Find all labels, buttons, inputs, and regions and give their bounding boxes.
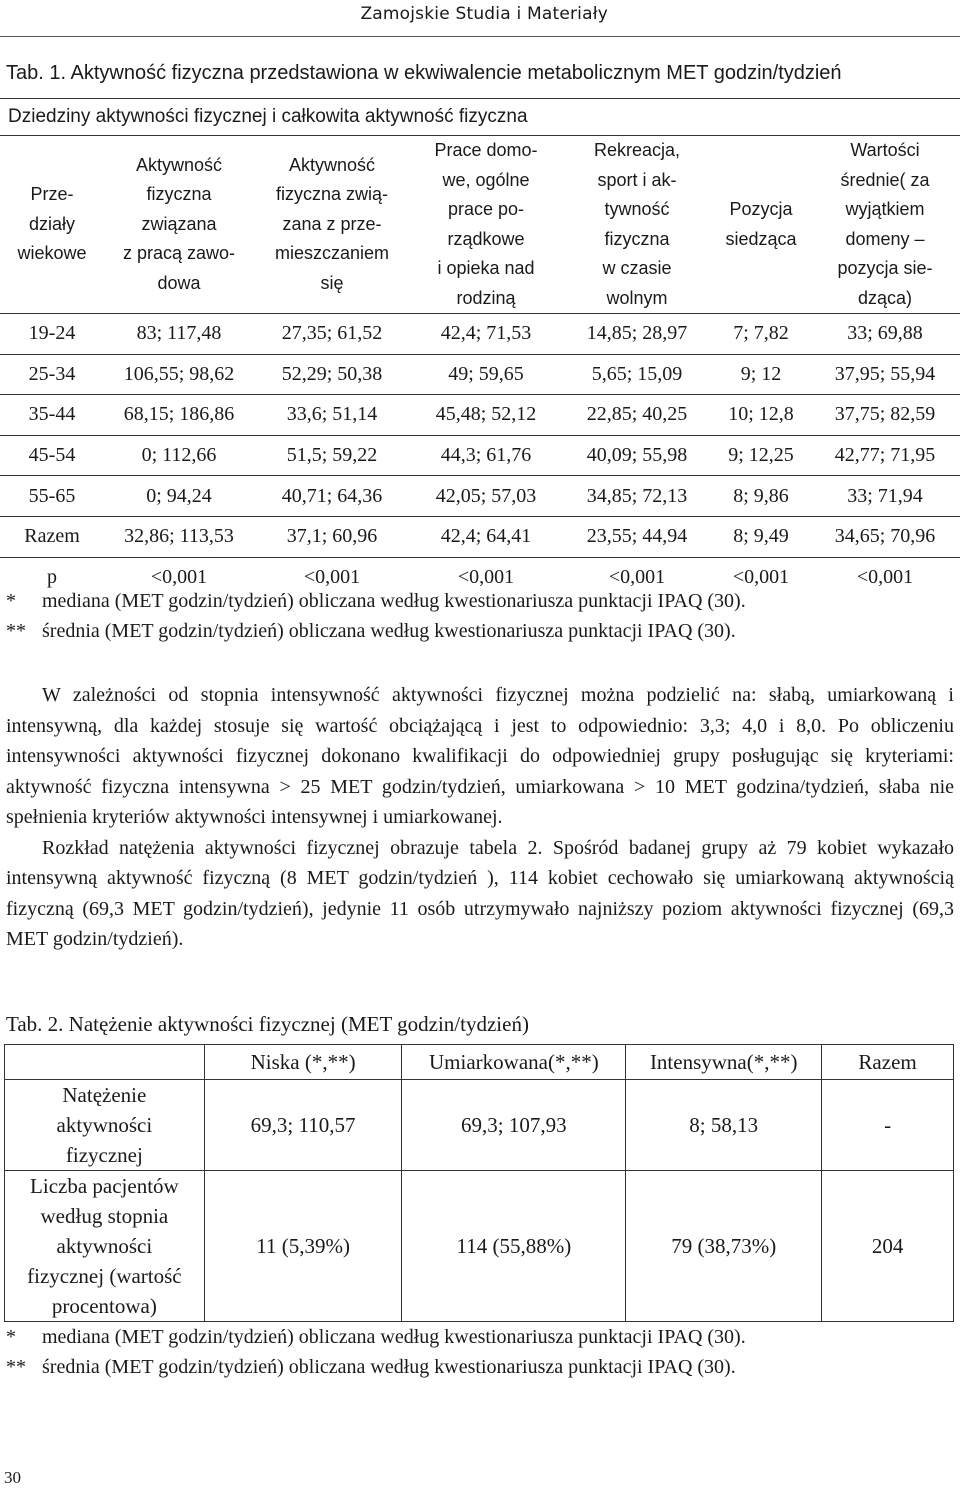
table1-cell: 68,15; 186,86 [104,395,254,436]
table1-cell: 49; 59,65 [410,354,562,395]
table1-cell: 14,85; 28,97 [562,314,712,355]
footnote-text: średnia (MET godzin/tydzień) obliczana według kwestionariusza punktacji IPAQ (30). [42,620,736,642]
table1-cell: 33; 71,94 [810,476,960,517]
table1-cell: <0,001 [732,565,790,588]
table1-row [0,516,960,557]
header-line: działy [28,213,76,234]
footnote [6,586,746,616]
table1-cell: 40,09; 55,98 [562,435,712,476]
table2-cell: 204 [822,1171,954,1322]
table2-header-cell: Razem [822,1045,954,1080]
table1-row-label: 25-34 [0,354,104,395]
table1-cell: 8; 9,49 [712,516,810,557]
table1-footnotes [6,586,746,646]
table2-cell: - [822,1080,954,1171]
header-line: sport i ak- [597,169,677,190]
table2-header-row [5,1045,954,1080]
table1-row [0,314,960,355]
table1-row [0,476,960,517]
paragraph: W zależności od stopnia intensywność aktywności fizycznej można podzielić na: słabą, umiarkowaną i intensywną, dla każdej stosuje się wartość obciążającą i jest to odpowiednio: 3,3; 4,0 i 8,0. Po obliczeniu intensywności aktywności fizycznej dokonano kwalifikacji do odpowiedniej grupy posługując się kryteriami: aktywność fizyczna intensywna > 25 MET godzin/tydzień, umiarkowana > 10 MET godzina/tydzień, słaba nie spełnienia kryteriów aktywności intensywnej i umiarkowanej. [6,684,954,828]
table1-cell: 32,86; 113,53 [104,516,254,557]
table1-cell: 42,4; 64,41 [410,516,562,557]
footnote [6,616,746,646]
table1-cell: 23,55; 44,94 [562,516,712,557]
header-line: Rekreacja, [593,140,681,160]
table1 [0,98,960,597]
header-line: rządkowe [447,228,525,249]
table1-domain-row [0,99,960,136]
table1-cell: 40,71; 64,36 [254,476,410,517]
label-line: według stopnia [40,1204,169,1228]
header-line: się [320,272,344,293]
label-line: fizycznej (wartość [27,1264,182,1288]
table1-cell: 0; 112,66 [104,435,254,476]
footnote-text: mediana (MET godzin/tydzień) obliczana według kwestionariusza punktacji IPAQ (30). [42,1326,746,1348]
table1-cell: 8; 9,86 [712,476,810,517]
table1-row-label: 19-24 [0,314,104,355]
header-line: dowa [157,272,201,293]
table1-cell: 42,4; 71,53 [410,314,562,355]
table2-header-cell [5,1045,205,1080]
table1-cell: 37,95; 55,94 [810,354,960,395]
table1-header-cell [104,136,254,314]
table1-cell: 7; 7,82 [712,314,810,355]
table1-row [0,354,960,395]
header-line: z pracą zawo- [122,243,236,264]
table1-header-cell [0,136,104,314]
table1-domain-title: Dziedziny aktywności fizycznej i całkowita aktywność fizyczna [0,99,960,136]
table1-cell: 42,05; 57,03 [410,476,562,517]
header-line: siedząca [725,228,797,249]
table2-cell: 114 (55,88%) [402,1171,626,1322]
body-text [6,680,954,955]
header-line: Prze- [30,184,74,205]
table1-cell: 10; 12,8 [712,395,810,436]
table2-row-label [5,1171,205,1322]
table1-cell: 51,5; 59,22 [254,435,410,476]
table1-cell: 34,85; 72,13 [562,476,712,517]
label-line: fizycznej [65,1143,143,1167]
table2-header-cell: Niska (*,**) [204,1045,402,1080]
header-line: prace po- [447,199,525,219]
table2-cell: 69,3; 107,93 [402,1080,626,1171]
header-line: zana z prze- [282,213,382,234]
label-line: aktywności [56,1234,153,1258]
label-line: procentowa) [51,1294,157,1318]
header-line: mieszczaniem [274,243,390,264]
footnote [6,1322,746,1352]
table1-body [0,314,960,598]
table1-row-label: p [47,565,57,588]
label-line: Liczba pacjentów [30,1174,179,1198]
table1-cell: <0,001 [150,565,208,588]
table1-cell: <0,001 [856,565,914,588]
table1-cell: 37,75; 82,59 [810,395,960,436]
table1-cell: 37,1; 60,96 [254,516,410,557]
header-line: dząca) [857,287,913,308]
table2-header-cell: Umiarkowana(*,**) [402,1045,626,1080]
table1-cell: 9; 12 [712,354,810,395]
table2-row [5,1171,954,1322]
footnote-mark: * [6,1326,16,1348]
footnote-mark: * [6,590,16,612]
table2-cell: 69,3; 110,57 [204,1080,402,1171]
page-number: 30 [4,1468,21,1487]
running-head-title: Zamojskie Studia i Materiały [360,4,608,24]
header-line: pozycja sie- [837,258,933,278]
table2-cell: 8; 58,13 [626,1080,822,1171]
header-line: tywność [604,199,670,219]
table1-cell: 34,65; 70,96 [810,516,960,557]
header-line: fizyczna [146,184,212,205]
table1-header-row [0,136,960,314]
table1-row-label: 45-54 [0,435,104,476]
header-line: Wartości [850,140,920,160]
table1-row [0,395,960,436]
table1-cell: 33,6; 51,14 [254,395,410,436]
header-line: fizyczna [604,228,670,249]
table1-cell: 44,3; 61,76 [410,435,562,476]
footnote [6,1352,746,1382]
header-line: Aktywność [135,154,223,175]
header-line: Aktywność [288,154,376,175]
table1-row-label: Razem [0,516,104,557]
paragraph: Rozkład natężenia aktywności fizycznej obrazuje tabela 2. Spośród badanej grupy aż 79 kobiet wykazało intensywną aktywność fizyczną (8 MET godzin/tydzień ), 114 kobiet cechowało się umiarkowaną aktywnością fizyczną (69,3 MET godzin/tydzień), jedynie 11 osób utrzymywało najniższy poziom aktywności fizycznej (69,3 MET godzin/tydzień). [6,836,954,950]
header-line: związana [141,213,217,234]
table1-cell: 83; 117,48 [104,314,254,355]
header-line: Pozycja [729,199,793,219]
footnote-text: mediana (MET godzin/tydzień) obliczana według kwestionariusza punktacji IPAQ (30). [42,590,746,612]
table1-cell: 106,55; 98,62 [104,354,254,395]
table1-cell: <0,001 [608,565,666,588]
table1-header-cell [810,136,960,314]
table1-header-cell [712,136,810,314]
table2-row [5,1080,954,1171]
table2-row-label [5,1080,205,1171]
running-head [0,0,960,28]
header-line: fizyczna zwią- [275,184,389,205]
header-line: we, ogólne [442,169,530,190]
label-line: aktywności [56,1113,153,1137]
table1-cell: 33; 69,88 [810,314,960,355]
table1-cell: 45,48; 52,12 [410,395,562,436]
header-line: wolnym [606,287,668,308]
table1-cell: 22,85; 40,25 [562,395,712,436]
header-line: średnie( za [840,169,930,190]
header-line: w czasie [602,258,672,278]
table1-cell: 27,35; 61,52 [254,314,410,355]
table2-cell: 79 (38,73%) [626,1171,822,1322]
header-line: domeny – [845,228,925,249]
running-head-rule [0,36,960,37]
table2-caption: Tab. 2. Natężenie aktywności fizycznej (MET godzin/tydzień) [6,1012,529,1036]
header-line: wiekowe [17,243,87,264]
table2-footnotes [6,1322,746,1382]
footnote-text: średnia (MET godzin/tydzień) obliczana według kwestionariusza punktacji IPAQ (30). [42,1356,736,1378]
table2-cell: 11 (5,39%) [204,1171,402,1322]
table1-header-cell [562,136,712,314]
table1-row-label: 55-65 [0,476,104,517]
table1-cell: 52,29; 50,38 [254,354,410,395]
footnote-mark: ** [6,620,26,642]
header-line: i opieka nad [437,258,535,278]
table1-cell: <0,001 [303,565,361,588]
header-line: wyjątkiem [845,199,925,219]
header-line: rodziną [456,287,516,308]
table2-header-cell: Intensywna(*,**) [626,1045,822,1080]
table1-cell: 0; 94,24 [104,476,254,517]
table1-header-cell [254,136,410,314]
footnote-mark: ** [6,1356,26,1378]
table1-cell: <0,001 [457,565,515,588]
table1-cell: 9; 12,25 [712,435,810,476]
table1-header-cell [410,136,562,314]
table1-row [0,435,960,476]
table1-caption: Tab. 1. Aktywność fizyczna przedstawiona w ekwiwalencie metabolicznym MET godzin/tydzień [6,62,842,84]
table1-row-label: 35-44 [0,395,104,436]
header-line: Prace domo- [434,140,538,160]
table2 [4,1044,954,1322]
table1-cell: 42,77; 71,95 [810,435,960,476]
table1-cell: 5,65; 15,09 [562,354,712,395]
label-line: Natężenie [62,1083,147,1107]
